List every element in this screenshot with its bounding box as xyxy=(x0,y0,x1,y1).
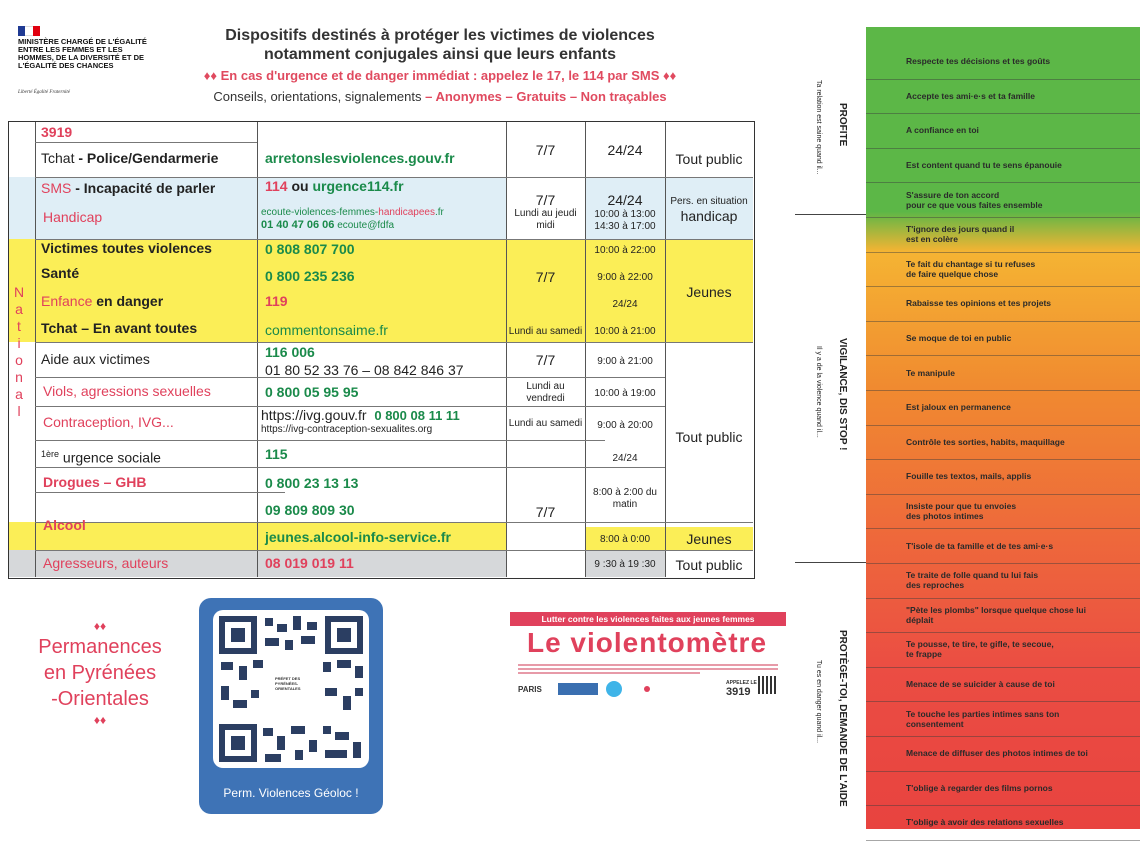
drogues-tel: 0 800 23 13 13 xyxy=(265,475,359,491)
scale-item: Contrôle tes sorties, habits, maquillage xyxy=(906,436,1065,447)
contraception-contact: https://ivg.gouv.fr 0 800 08 11 11 https://ivg-contraception-sexualites.org xyxy=(261,407,460,435)
enfance-hours: 24/24 xyxy=(612,299,638,310)
row-sms: SMS - Incapacité de parler xyxy=(41,180,216,196)
scale-item: T'oblige à avoir des relations sexuelles xyxy=(906,817,1064,828)
scale-item: T'isole de ta famille et de tes ami·e·s xyxy=(906,540,1054,551)
agresseurs-tel: 08 019 019 11 xyxy=(265,555,354,571)
row-aide: Aide aux victimes xyxy=(41,351,150,367)
violentometre-text xyxy=(518,664,778,676)
viols-hours: 10:00 à 19:00 xyxy=(594,388,656,399)
section-divider-1 xyxy=(795,214,870,215)
scale-item: Se moque de toi en public xyxy=(906,333,1012,344)
scale-item: Fouille tes textos, mails, applis xyxy=(906,471,1032,482)
scale-item: Te traite de folle quand tu lui fais des reproches xyxy=(906,570,1039,591)
handicap-jours: Lundi au jeudi midi xyxy=(514,208,577,231)
row-enfance: Enfance en danger xyxy=(41,293,164,309)
scale-item: T'ignore des jours quand il est en colère xyxy=(906,224,1015,245)
jours-1: 7/7 xyxy=(535,141,556,158)
violentometre-band: Lutter contre les violences faites aux jeunes femmes xyxy=(510,612,786,626)
partner-badge xyxy=(606,681,622,697)
advice-text: Conseils, orientations, signalements xyxy=(213,89,422,104)
urgence-tel: 115 xyxy=(265,446,288,462)
contraception-jours: Lundi au samedi xyxy=(508,418,583,429)
scale-item: Te fait du chantage si tu refuses de faire quelque chose xyxy=(906,258,1036,279)
heures-2: 24/24 xyxy=(607,194,643,206)
partner-logo xyxy=(558,683,598,695)
tchat-avant-jours: Lundi au samedi xyxy=(508,326,583,337)
aide-tel2: 01 80 52 33 76 – 08 842 846 37 xyxy=(265,362,464,378)
scale-item: Est jaloux en permanence xyxy=(906,402,1011,413)
row-handicap: Handicap xyxy=(43,209,103,225)
services-table xyxy=(8,121,755,579)
aide-jours: 7/7 xyxy=(535,352,556,368)
qr-code-card[interactable] xyxy=(199,598,383,814)
drogues-hours: 8:00 à 2:00 du matin xyxy=(593,487,657,510)
scale-item: Insiste pour que tu envoies des photos intimes xyxy=(906,501,1017,522)
row-tchat-avant: Tchat – En avant toutes xyxy=(41,320,198,336)
aide-tel1: 116 006 xyxy=(265,344,315,360)
victimes-hours: 10:00 à 22:00 xyxy=(594,245,656,256)
scale-item: Te manipule xyxy=(906,367,955,378)
section-vigilance: VIGILANCE, DIS STOP ! xyxy=(837,338,848,451)
public-4: Tout public xyxy=(675,429,743,445)
advice-line xyxy=(150,89,730,105)
row-sante: Santé xyxy=(41,265,80,281)
sante-hours: 9:00 à 22:00 xyxy=(597,272,653,283)
violentometre-3919: APPELEZ LE 3919 xyxy=(726,680,757,698)
scale-item: Accepte tes ami·e·s et ta famille xyxy=(906,90,1035,101)
row-alcool: Alcool xyxy=(43,517,86,533)
ministry-name: MINISTÈRE CHARGÉ DE L'ÉGALITÉ ENTRE LES FEMMES ET LES HOMMES, DE LA DIVERSITÉ ET DE L'ÉGALITÉ DES CHANCES xyxy=(18,37,147,70)
section-profite: PROFITE xyxy=(837,103,848,147)
scale-item: T'oblige à regarder des films pornos xyxy=(906,782,1053,793)
row-contraception: Contraception, IVG... xyxy=(43,414,174,430)
public-5: Jeunes xyxy=(686,531,732,547)
contraception-hours: 9:00 à 20:00 xyxy=(597,420,653,431)
row-tchat-police: Tchat - Police/Gendarmerie xyxy=(41,150,219,166)
scale-item: Te touche les parties intimes sans ton consentement xyxy=(906,708,1060,729)
handicap-contact: ecoute-violences-femmes-handicapees.fr 01 40 47 06 06 ecoute@fdfa xyxy=(261,207,506,232)
qr-code[interactable] xyxy=(213,610,369,768)
violentometre-title: Le violentomètre xyxy=(526,627,768,658)
jours-2: 7/7 xyxy=(535,194,556,206)
emergency-banner: ♦♦ En cas d'urgence et de danger immédiat : appelez le 17, le 114 par SMS ♦♦ xyxy=(203,68,677,83)
sante-tel: 0 800 235 236 xyxy=(265,268,355,284)
viols-jours: Lundi au vendredi xyxy=(526,381,565,404)
alcool-tel: 09 809 809 30 xyxy=(265,502,355,518)
section-protege-sub: Tu es en danger quand il... xyxy=(815,660,822,744)
advice-tags: – Anonymes – Gratuits – Non traçables xyxy=(425,89,667,104)
section-protege: PROTÈGE-TOI, DEMANDE DE L'AIDE xyxy=(837,630,848,807)
scale-item: Rabaisse tes opinions et tes projets xyxy=(906,298,1052,309)
handicap-url[interactable]: ecoute-violences-femmes-handicapees.fr xyxy=(261,207,444,218)
jours-4: 7/7 xyxy=(535,504,556,520)
scale-item: Respecte tes décisions et tes goûts xyxy=(906,56,1051,67)
prefet-label: PRÉFET DES PYRÉNÉES-ORIENTALES xyxy=(275,676,301,691)
scale-item: Te pousse, te tire, te gifle, te secoue, te frappe xyxy=(906,639,1054,660)
tchat-police-url[interactable]: arretonslesviolences.gouv.fr xyxy=(265,150,455,166)
national-label: N a t i o n a l xyxy=(14,284,25,419)
victimes-tel: 0 808 807 700 xyxy=(265,241,355,257)
section-vigilance-sub: Il y a de la violence quand il... xyxy=(815,346,822,438)
scale-item: Menace de diffuser des photos intimes de toi xyxy=(906,748,1088,759)
row-viols: Viols, agressions sexuelles xyxy=(43,383,211,399)
page-title xyxy=(180,26,700,64)
scale-item: S'assure de ton accord pour ce que vous faites ensemble xyxy=(906,189,1043,210)
row-agresseurs: Agresseurs, auteurs xyxy=(43,555,169,571)
alcool-url[interactable]: jeunes.alcool-info-service.fr xyxy=(265,529,451,545)
scale-item: Menace de se suicider à cause de toi xyxy=(906,679,1055,690)
paris-logo: PARIS xyxy=(518,685,542,694)
enfance-tel: 119 xyxy=(265,293,288,309)
violentometre-scale xyxy=(866,27,1140,829)
jours-3: 7/7 xyxy=(535,269,556,285)
row-drogues: Drogues – GHB xyxy=(43,474,147,490)
row-urgence-sociale: $^{1ère}$ urgence sociale xyxy=(41,449,161,466)
sms-contact: 114 ou urgence114.fr xyxy=(265,178,404,194)
row-victimes: Victimes toutes violences xyxy=(41,240,212,256)
scale-item: Est content quand tu te sens épanouie xyxy=(906,160,1062,171)
partner-dot xyxy=(644,686,650,692)
marianne-flag-icon xyxy=(18,26,40,36)
permanences-block: ♦♦ Permanences en Pyrénées -Orientales ♦♦ xyxy=(38,619,162,727)
scale-item: A confiance en toi xyxy=(906,125,979,136)
viols-tel: 0 800 05 95 95 xyxy=(265,384,359,400)
handicap-hours: 10:00 à 13:00 14:30 à 17:00 xyxy=(594,209,656,232)
alcool-hours: 8:00 à 0:00 xyxy=(599,534,651,545)
heures-1: 24/24 xyxy=(607,141,643,158)
aide-hours: 9:00 à 21:00 xyxy=(597,356,653,367)
small-qr-icon xyxy=(758,676,776,694)
tchat-avant-hours: 10:00 à 21:00 xyxy=(594,326,656,337)
public-2: Pers. en situation handicap xyxy=(670,196,748,224)
row-3919: 3919 xyxy=(41,124,73,140)
section-profite-sub: Ta relation est saine quand il... xyxy=(815,80,822,175)
title-line-1: Dispositifs destinés à protéger les victimes de violences xyxy=(225,27,655,44)
title-line-2: notamment conjugales ainsi que leurs enfants xyxy=(263,46,617,63)
public-3: Jeunes xyxy=(686,284,732,300)
agresseurs-hours: 9 :30 à 19 :30 xyxy=(594,559,656,570)
ministry-motto: Liberté Égalité Fraternité xyxy=(18,90,70,95)
scale-item: "Pète les plombs" lorsque quelque chose lui déplait xyxy=(906,604,1086,625)
public-6: Tout public xyxy=(675,557,743,573)
urgence-hours: 24/24 xyxy=(612,453,638,464)
qr-caption: Perm. Violences Géoloc ! xyxy=(223,786,359,800)
tchat-avant-url[interactable]: commentonsaime.fr xyxy=(265,322,388,338)
section-divider-2 xyxy=(795,562,870,563)
public-1: Tout public xyxy=(675,151,743,167)
